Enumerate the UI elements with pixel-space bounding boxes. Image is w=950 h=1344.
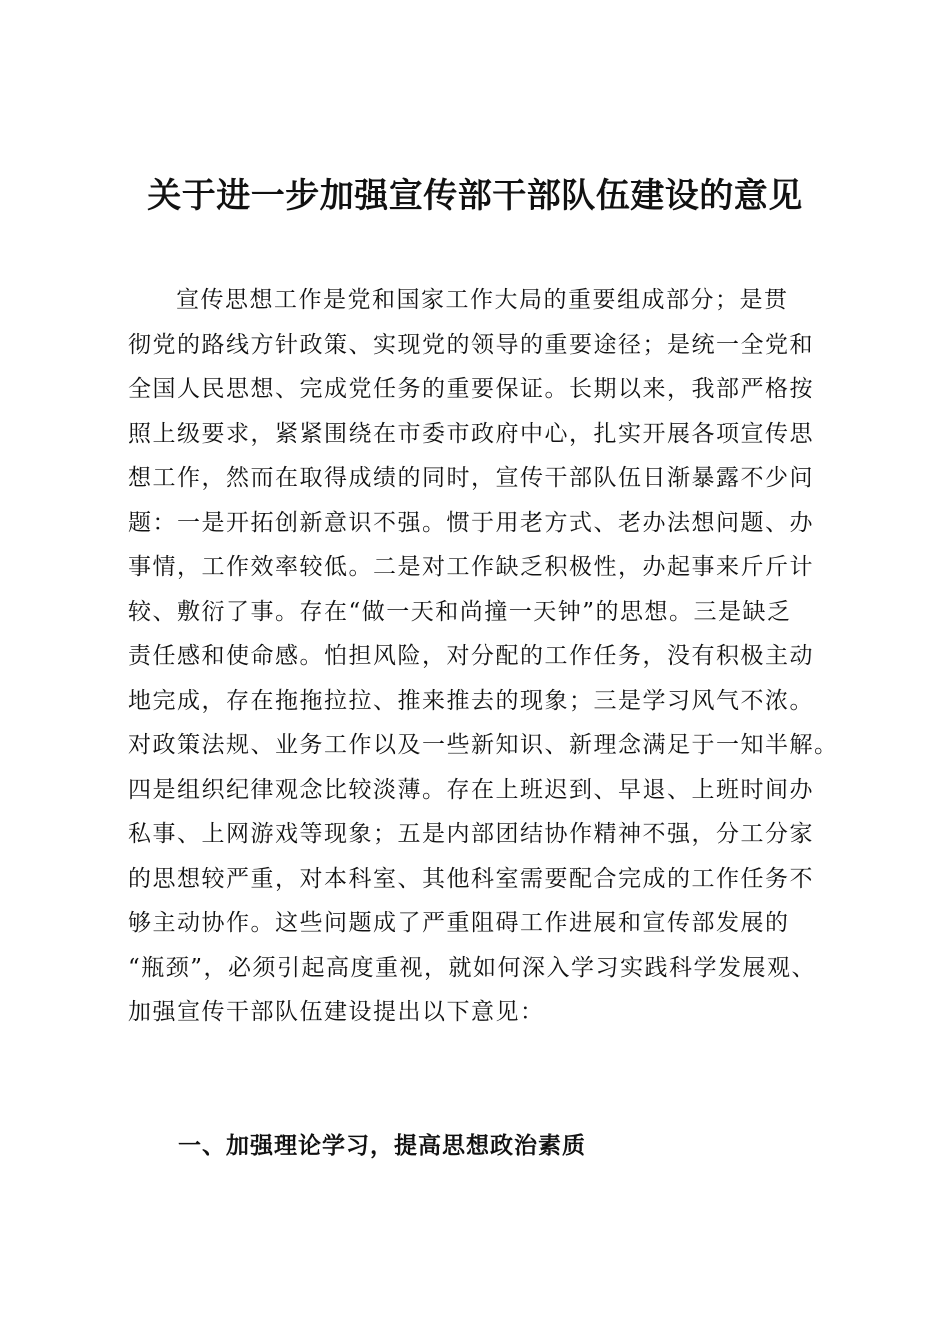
paragraph-line: 事情，工作效率较低。二是对工作缺乏积极性，办起事来斤斤计 xyxy=(128,554,814,580)
paragraph-line: 加强宣传干部队伍建设提出以下意见： xyxy=(128,999,545,1025)
body-paragraph xyxy=(128,278,839,1035)
paragraph-line: 的思想较严重，对本科室、其他科室需要配合完成的工作任务不 xyxy=(128,865,814,892)
paragraph-line: 照上级要求，紧紧围绕在市委市政府中心，扎实开展各项宣传思 xyxy=(128,420,814,447)
paragraph-line: 地完成，存在拖拖拉拉、推来推去的现象；三是学习风气不浓。 xyxy=(128,687,814,714)
paragraph-line: “瓶颈”，必须引起高度重视，就如何深入学习实践科学发展观、 xyxy=(128,954,817,981)
paragraph-line: 题：一是开拓创新意识不强。惯于用老方式、老办法想问题、办 xyxy=(128,509,814,536)
document-title: 关于进一步加强宣传部干部队伍建设的意见 xyxy=(147,176,803,216)
paragraph-line: 全国人民思想、完成党任务的重要保证。长期以来，我部严格按 xyxy=(128,376,814,402)
paragraph-line: 四是组织纪律观念比较淡薄。存在上班迟到、早退、上班时间办 xyxy=(128,776,814,803)
paragraph-line: 想工作，然而在取得成绩的同时，宣传干部队伍日渐暴露不少问 xyxy=(128,465,814,491)
paragraph-line: 责任感和使命感。怕担风险，对分配的工作任务，没有积极主动 xyxy=(128,643,814,669)
paragraph-line: 彻党的路线方针政策、实现党的领导的重要途径；是统一全党和 xyxy=(128,331,814,358)
paragraph-line: 宣传思想工作是党和国家工作大局的重要组成部分；是贯 xyxy=(176,287,789,313)
section-heading: 一、加强理论学习，提高思想政治素质 xyxy=(178,1133,586,1159)
paragraph-line: 够主动协作。这些问题成了严重阻碍工作进展和宣传部发展的 xyxy=(128,910,790,936)
paragraph-line: 较、敷衍了事。存在“做一天和尚撞一天钟”的思想。三是缺乏 xyxy=(128,598,792,625)
paragraph-line: 对政策法规、业务工作以及一些新知识、新理念满足于一知半解。 xyxy=(128,732,839,758)
paragraph-line: 私事、上网游戏等现象；五是内部团结协作精神不强，分工分家 xyxy=(128,821,814,847)
